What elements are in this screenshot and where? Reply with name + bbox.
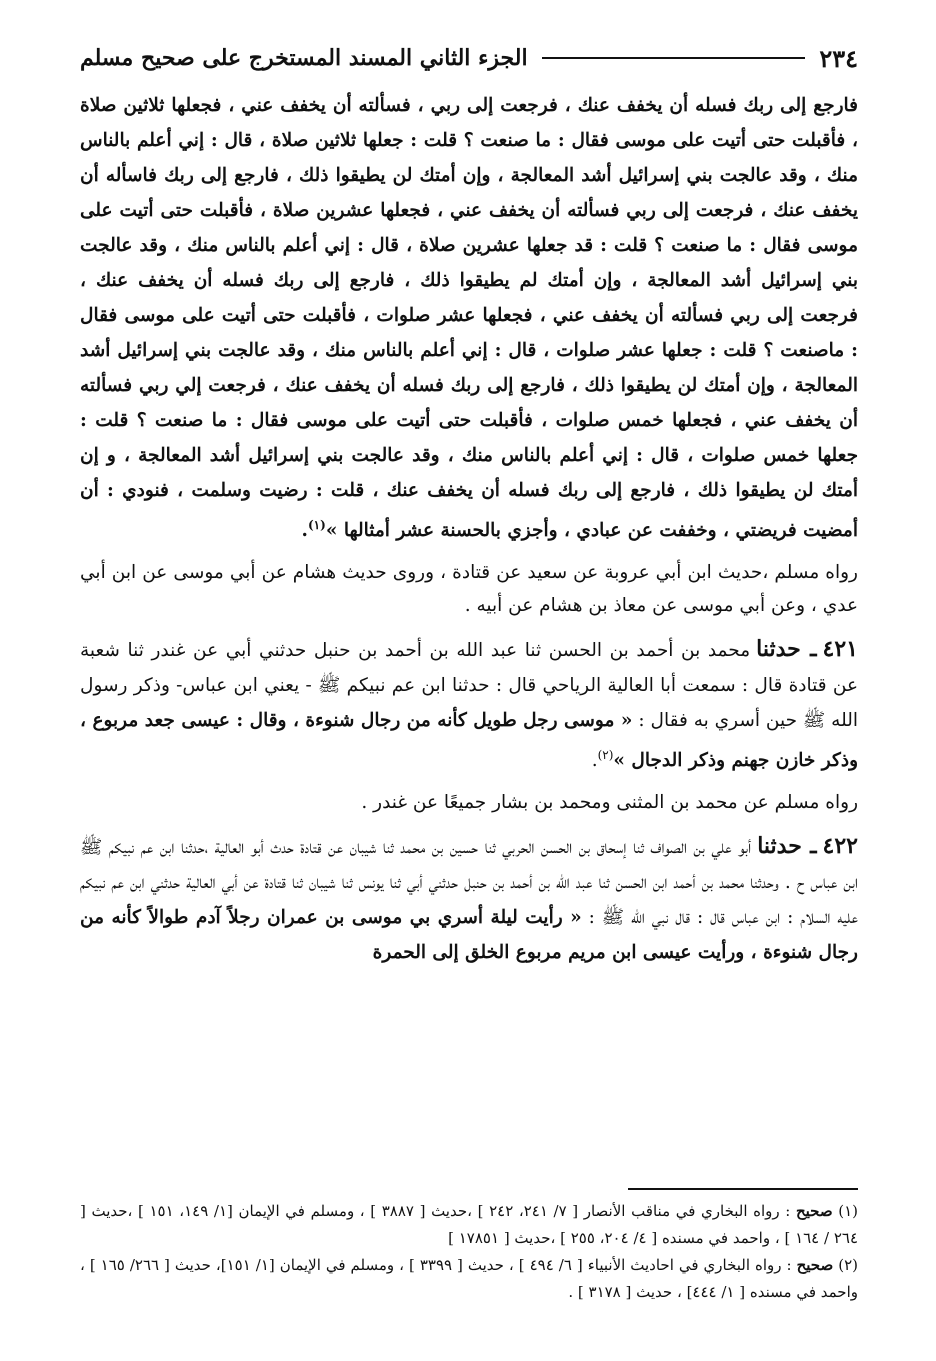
hadith-421-isnad: محمد بن أحمد بن الحسن ثنا عبد الله بن أحمد بن حنبل حدثني أبي عن غندر ثنا شعبة عن قتادة قال : سمعت أبا العالية الرياحي قال : حدثنا ابن عم نبيكم ﷺ - يعني ابن عباس- وذكر رسول الله ﷺ حين أسري به فقال : [80,640,858,732]
footnote-ref-1: (١) [307,518,326,532]
narration-1-text: رواه مسلم ،حديث ابن أبي عروبة عن سعيد عن قتادة ، وروى حديث هشام عن أبي موسى عن ابن أبي عدي ، وعن أبي موسى عن معاذ بن هشام عن أبيه . [80,562,858,617]
narration-2 [80,786,858,819]
footnotes [80,1188,858,1306]
footnote-2-text: : رواه البخاري في احاديث الأنبياء [ ٦/ ٤٩٤ ] ، حديث [ ٣٣٩٩ ] ، ومسلم في الإيمان [١/ ١٥١]، حديث [ ٢٦٦/ ١٦٥ ] ، واحمد في مسنده [ ١/ ٤٤٤] ، حديث [ ٣١٧٨ ] . [80,1256,858,1301]
footnote-1-text: : رواه البخاري في مناقب الأنصار [ ٧/ ٢٤١، ٢٤٢ ] ،حديث [ ٣٨٨٧ ] ، ومسلم في الإيمان [١/ ١٤٩، ١٥١ ] ،حديث [ ٢٦٤ / ١٦٤ ] ، واحمد في مسنده [ ٤/ ٢٠٤، ٢٥٥ ] ،حديث [ ١٧٨٥١ ] [80,1202,858,1247]
header-rule [542,57,806,59]
page-number: ٢٣٤ [819,43,858,73]
footnote-rule [628,1188,858,1190]
narration-2-text: رواه مسلم عن محمد بن المثنى ومحمد بن بشار جميعًا عن غندر . [361,792,858,814]
page-header [80,38,858,78]
hadith-422-matn: « رأيت ليلة أسري بي موسى بن عمران رجلاً آدم طوالاً كأنه من رجال شنوءة ، ورأيت عيسى ابن مريم مربوع الخلق إلى الحمرة [80,907,858,964]
footnote-2-number: (٢) [838,1256,858,1274]
footnote-ref-2: (٢) [597,748,614,763]
continuation-paragraph: فارجع إلى ربك فسله أن يخفف عنك ، فرجعت إلى ربي ، فسألته أن يخفف عني ، فجعلها ثلاثين صلاة ، فأقبلت حتى أتيت على موسى فقال : ما صنعت ؟ قلت : جعلها ثلاثين صلاة ، قال : إني أعلم بالناس منك ، وقد عالجت بني إسرائيل أشد المعالجة ، وإن أمتك لن يطيقوا ذلك ، فارجع إلى ربك فاسأله أن يخفف عنك ، فرجعت إلى ربي فسألته أن يخفف عني ، فجعلها عشرين صلاة ، فأقبلت حتى أتيت على موسى فقال : ما صنعت ؟ قلت : قد جعلها عشرين صلاة ، قال : إني أعلم بالناس منك ، وقد عالجت بني إسرائيل أشد المعالجة ، وإن أمتك لم يطيقوا ذلك ، فارجع إلى ربك فسله أن يخفف عنك ، فرجعت إلى ربي فسألته أن يخفف عني ، فجعلها عشر صلوات ، فأقبلت حتى أتيت على موسى فقال : ماصنعت ؟ قلت : جعلها عشر صلوات ، قال : إني أعلم بالناس منك ، وقد عالجت بني إسرائيل أشد المعالجة ، وإن أمتك لن يطيقوا ذلك ، فارجع إلى ربك فسله أن يخفف عنك ، فرجعت إلي ربي فسألته أن يخفف عني ، فجعلها خمس صلوات ، فأقبلت حتى أتيت على موسى فقال : ما صنعت ؟ قلت : جعلها خمس صلوات ، قال : إني أعلم بالناس منك ، وقد عالجت بني إسرائيل أشد المعالجة ، و إن أمتك لن يطيقوا ذلك ، فارجع إلى ربك فسله أن يخفف عنك ، قلت : رضيت وسلمت ، فنودي : أن أمضيت فريضتي ، وخففت عن عبادي ، وأجزي بالحسنة عشر أمثالها »$^{(١)}$. [80,95,858,542]
hadith-422-paragraph [80,829,858,970]
hadith-421-paragraph: ٤٢١ـ حدثنامحمد بن أحمد بن الحسن ثنا عبد الله بن أحمد بن حنبل حدثني أبي عن غندر ثنا شعبة عن قتادة قال : سمعت أبا العالية الرياحي قال : حدثنا ابن عم نبيكم ﷺ - يعني ابن عباس- وذكر رسول الله ﷺ حين أسري به فقال : « موسى رجل طويل كأنه من رجال شنوءة ، وقال : عيسى جعد مربوع ، وذكر خازن جهنم وذكر الدجال »$^{(٢)}$. [80,636,858,772]
running-title: الجزء الثاني المسند المستخرج على صحيح مسلم [80,45,528,71]
hadith-422-haddathana: ـ حدثنا [757,833,817,860]
footnote-2 [80,1252,858,1306]
continuation-block [80,88,858,548]
narration-1 [80,556,858,622]
footnote-1 [80,1198,858,1252]
footnote-1-label: صحيح [795,1202,833,1220]
footnote-2-label: صحيح [796,1256,834,1274]
continuation-text: فارجع إلى ربك فسله أن يخفف عنك ، فرجعت إلى ربي ، فسألته أن يخفف عني ، فجعلها ثلاثين صلاة ، فأقبلت حتى أتيت على موسى فقال : ما صنعت ؟ قلت : جعلها ثلاثين صلاة ، قال : إني أعلم بالناس منك ، وقد عالجت بني إسرائيل أشد المعالجة ، وإن أمتك لن يطيقوا ذلك ، فارجع إلى ربك فاسأله أن يخفف عنك ، فرجعت إلى ربي فسألته أن يخفف عني ، فجعلها عشرين صلاة ، فأقبلت حتى أتيت على موسى فقال : ما صنعت ؟ قلت : قد جعلها عشرين صلاة ، قال : إني أعلم بالناس منك ، وقد عالجت بني إسرائيل أشد المعالجة ، وإن أمتك لم يطيقوا ذلك ، فارجع إلى ربك فسله أن يخفف عنك ، فرجعت إلى ربي فسألته أن يخفف عني ، فجعلها عشر صلوات ، فأقبلت حتى أتيت على موسى فقال : ماصنعت ؟ قلت : جعلها عشر صلوات ، قال : إني أعلم بالناس منك ، وقد عالجت بني إسرائيل أشد المعالجة ، وإن أمتك لن يطيقوا ذلك ، فارجع إلى ربك فسله أن يخفف عنك ، فرجعت إلي ربي فسألته أن يخفف عني ، فجعلها خمس صلوات ، فأقبلت حتى أتيت على موسى فقال : ما صنعت ؟ قلت : جعلها خمس صلوات ، قال : إني أعلم بالناس منك ، وقد عالجت بني إسرائيل أشد المعالجة ، و إن أمتك لن يطيقوا ذلك ، فارجع إلى ربك فسله أن يخفف عنك ، قلت : رضيت وسلمت ، فنودي : أن أمضيت فريضتي ، وخففت عن عبادي ، وأجزي بالحسنة عشر أمثالها » [80,95,858,542]
hadith-421 [80,632,858,778]
hadith-422-number: ٤٢٢ [822,833,858,860]
footnote-1-number: (١) [838,1202,859,1220]
hadith-421-number: ٤٢١ [822,636,858,663]
hadith-421-matn: « موسى رجل طويل كأنه من رجال شنوءة ، وقال : عيسى جعد مربوع ، وذكر خازن جهنم وذكر الدجال » [80,710,858,772]
hadith-421-haddathana: ـ حدثنا [756,636,817,663]
hadith-422 [80,829,858,970]
hadith-422-isnad: أبو علي بن الصواف ثنا إسحاق بن الحسن الحربي ثنا حسين بن محمد ثنا شيبان عن قتادة حدث أبو العالية ،حدثنا ابن عم نبيكم ﷺ ابن عباس ح . وحدثنا محمد بن أحمد ابن الحسن ثنا عبد الله بن أحمد بن حنبل حدثني أبي ثنا يونس ثنا شيبان ثنا قتادة عن أبي العالية حدثني ابن عم نبيكم عليه السلام : ابن عباس قال : قال نبي الله ﷺ : [80,837,858,929]
